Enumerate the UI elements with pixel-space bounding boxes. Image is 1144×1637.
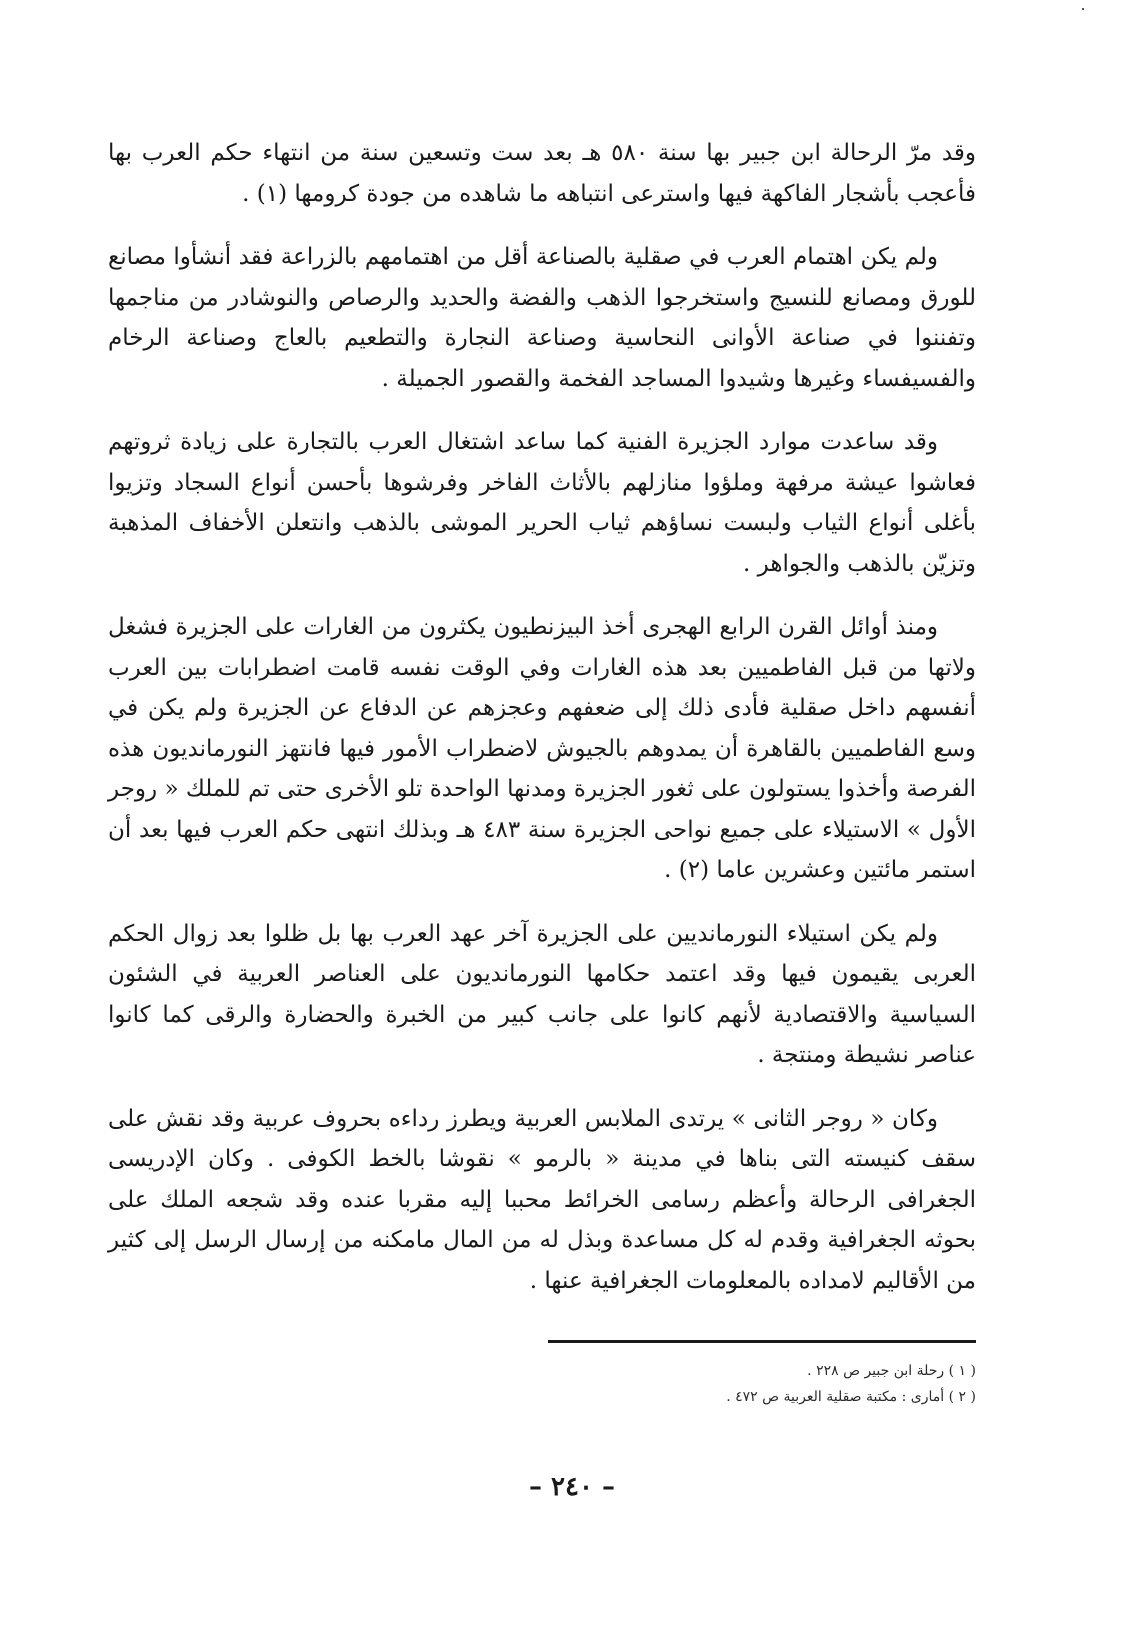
paragraph-2: ولم يكن اهتمام العرب في صقلية بالصناعة أقل من اهتمامهم بالزراعة فقد أنشأوا مصانع للورق ومصانع للنسيج واستخرجوا الذهب والفضة والحديد والرصاص والنوشادر من مناجمها وتفننوا في صناعة الأوانى النحاسية وصناعة النجارة والتطعيم بالعاج وصناعة الرخام والفسيفساء وغيرها وشيدوا المساجد الفخمة والقصور الجميلة . bbox=[108, 244, 977, 392]
page-number: – ٢٤٠ – bbox=[528, 1472, 616, 1502]
paragraph-5: ولم يكن استيلاء النورمانديين على الجزيرة آخر عهد العرب بها بل ظلوا بعد زوال الحكم العربى يقيمون فيها وقد اعتمد حكامها النورمانديون على العناصر العربية في الشئون السياسية والاقتصادية لأنهم كانوا على جانب كبير من الخبرة والحضارة والرقى كما كانوا عناصر نشيطة ومنتجة . bbox=[108, 920, 976, 1068]
scan-speck bbox=[1082, 8, 1084, 10]
body-text bbox=[108, 133, 976, 1324]
paragraph-4: ومنذ أوائل القرن الرابع الهجرى أخذ البيزنطيون يكثرون من الغارات على الجزيرة فشغل ولاتها من قبل الفاطميين بعد هذه الغارات وفي الوقت نفسه قامت اضطرابات بين العرب أنفسهم داخل صقلية فأدى ذلك إلى ضعفهم وعجزهم عن الدفاع عن الجزيرة ولم يكن في وسع الفاطميين بالقاهرة أن يمدوهم بالجيوش لاضطراب الأمور فيها فانتهز النورمانديون هذه الفرصة وأخذوا يستولون على ثغور الجزيرة ومدنها الواحدة تلو الأخرى حتى تم للملك « روجر الأول » الاستيلاء على جميع نواحى الجزيرة سنة ٤٨٣ هـ وبذلك انتهى حكم العرب فيها بعد أن استمر مائتين وعشرين عاما (٢) . bbox=[108, 614, 976, 883]
paragraph-6: وكان « روجر الثانى » يرتدى الملابس العربية ويطرز رداءه بحروف عربية وقد نقش على سقف كنيسته التى بناها في مدينة « بالرمو » نقوشا بالخط الكوفى . وكان الإدريسى الجغرافى الرحالة وأعظم رسامى الخرائط محببا إليه مقربا عنده وقد شجعه الملك على بحوثه الجغرافية وقدم له كل مساعدة وبذل له من المال مامكنه من إرسال الرسل إلى كثير من الأقاليم لامداده بالمعلومات الجغرافية عنها . bbox=[108, 1105, 976, 1294]
footnote-1: ( ١ ) رحلة ابن جبير ص ٢٢٨ . bbox=[807, 1363, 976, 1379]
footnote-2: ( ٢ ) أمارى : مكتبة صقلية العربية ص ٤٧٢ . bbox=[726, 1389, 976, 1405]
paragraph-1: وقد مرّ الرحالة ابن جبير بها سنة ٥٨٠ هـ بعد ست وتسعين سنة من انتهاء حكم العرب بها فأعجب بأشجار الفاكهة فيها واسترعى انتباهه ما شاهده من جودة كرومها (١) . bbox=[108, 140, 976, 207]
footnote-separator bbox=[548, 1340, 976, 1343]
footnotes bbox=[726, 1360, 976, 1412]
paragraph-3: وقد ساعدت موارد الجزيرة الفنية كما ساعد اشتغال العرب بالتجارة على زيادة ثروتهم فعاشوا عيشة مرفهة وملؤوا منازلهم بالأثاث الفاخر وفرشوها بأحسن أنواع السجاد وتزيوا بأغلى أنواع الثياب ولبست نساؤهم ثياب الحرير الموشى بالذهب وانتعلن الأخفاف المذهبة وتزيّن بالذهب والجواهر . bbox=[108, 429, 976, 577]
